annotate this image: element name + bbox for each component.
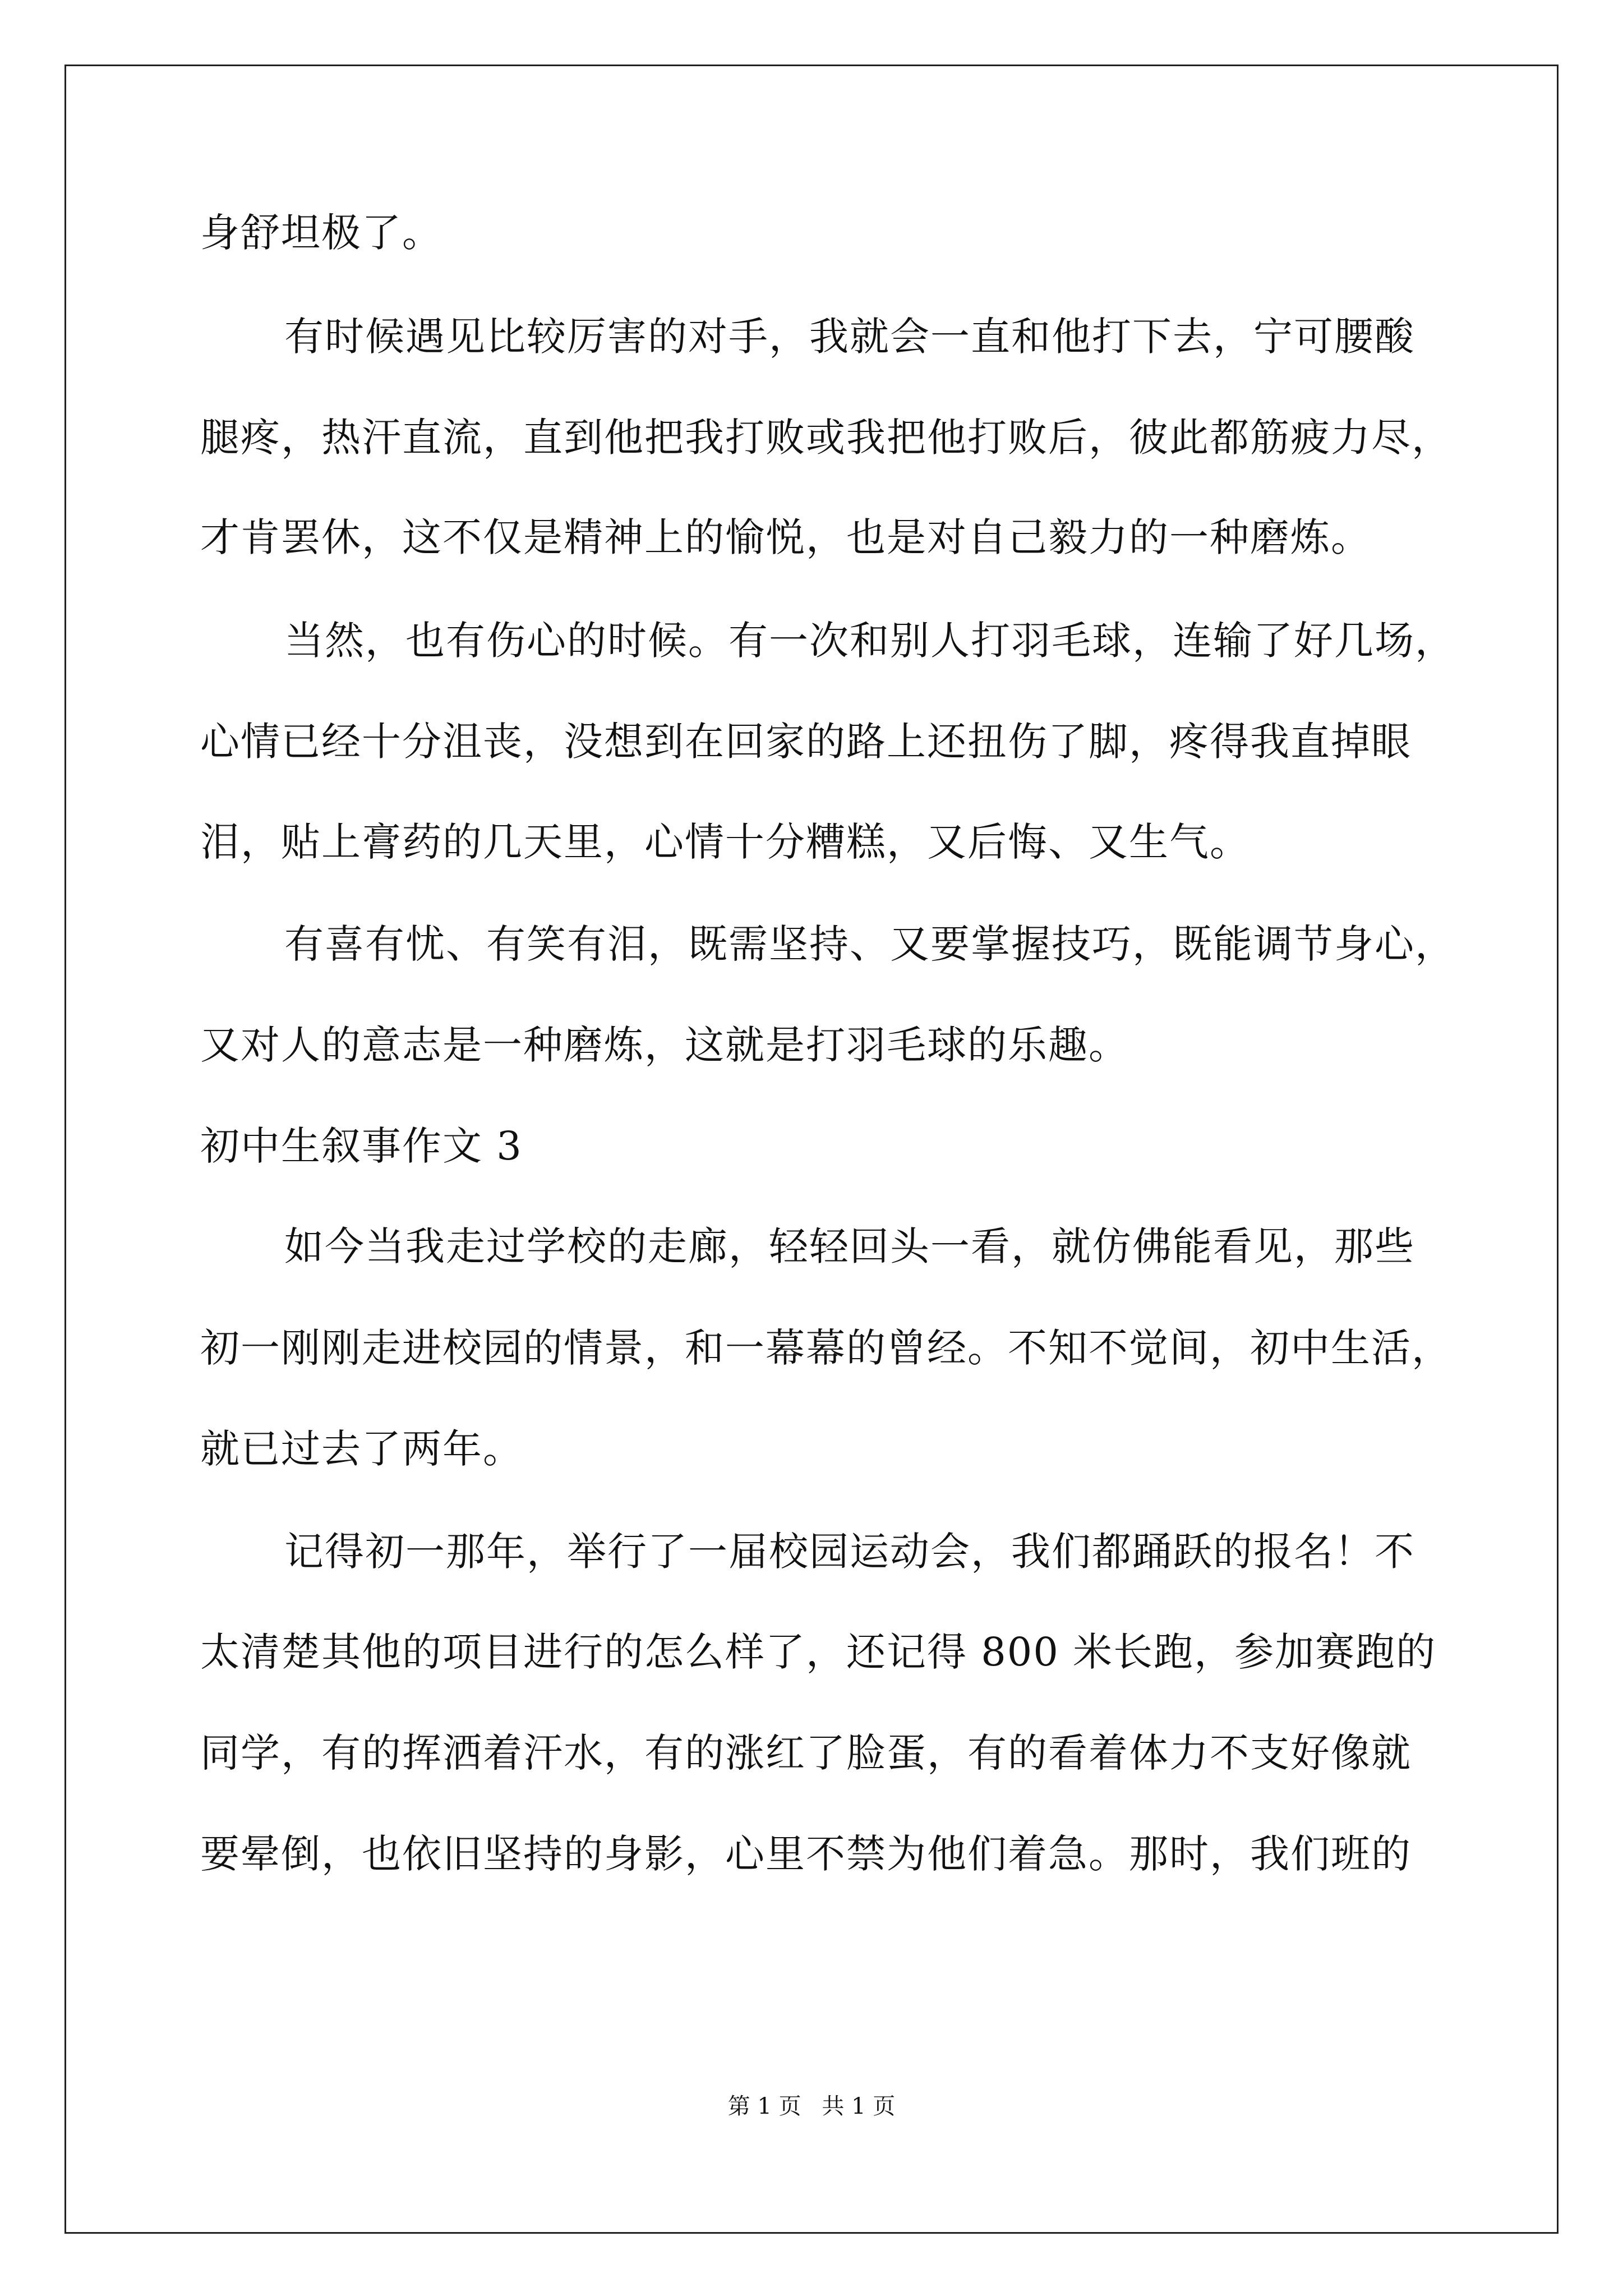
text-line: 就已过去了两年。: [200, 1426, 523, 1472]
text-line: 要晕倒，也依旧坚持的身影，心里不禁为他们着急。那时，我们班的: [200, 1831, 1412, 1877]
text-line: 心情已经十分沮丧，没想到在回家的路上还扭伤了脚，疼得我直掉眼: [200, 719, 1412, 765]
paragraph-start-line: 有喜有忧、有笑有泪，既需坚持、又要掌握技巧，既能调节身心，: [284, 921, 1455, 967]
text-line: 又对人的意志是一种磨炼，这就是打羽毛球的乐趣。: [200, 1022, 1129, 1068]
text-line: 腿疼，热汗直流，直到他把我打败或我把他打败后，彼此都筋疲力尽，: [200, 415, 1452, 461]
page-total: 共 1 页: [822, 2093, 896, 2119]
text-line: 太清楚其他的项目进行的怎么样了，还记得 800 米长跑，参加赛跑的: [200, 1629, 1437, 1675]
text-line: 同学，有的挥洒着汗水，有的涨红了脸蛋，有的看着体力不支好像就: [200, 1730, 1412, 1776]
paragraph-start-line: 如今当我走过学校的走廊，轻轻回头一看，就仿佛能看见，那些: [284, 1223, 1415, 1269]
paragraph-start-line: 记得初一那年，举行了一届校园运动会，我们都踊跃的报名！不: [284, 1529, 1415, 1575]
paragraph-start-line: 当然，也有伤心的时候。有一次和别人打羽毛球，连输了好几场，: [284, 618, 1455, 664]
paragraph-start-line: 有时候遇见比较厉害的对手，我就会一直和他打下去，宁可腰酸: [284, 314, 1415, 360]
text-line: 泪，贴上膏药的几天里，心情十分糟糕，又后悔、又生气。: [200, 819, 1250, 865]
section-heading: 初中生叙事作文 3: [200, 1123, 523, 1169]
text-line: 初一刚刚走进校园的情景，和一幕幕的曾经。不知不觉间，初中生活，: [200, 1325, 1452, 1371]
text-line: 身舒坦极了。: [200, 210, 442, 256]
page-number: 第 1 页: [727, 2093, 801, 2119]
text-line: 才肯罢休，这不仅是精神上的愉悦，也是对自己毅力的一种磨炼。: [200, 514, 1371, 560]
page-footer: [0, 2090, 1623, 2123]
